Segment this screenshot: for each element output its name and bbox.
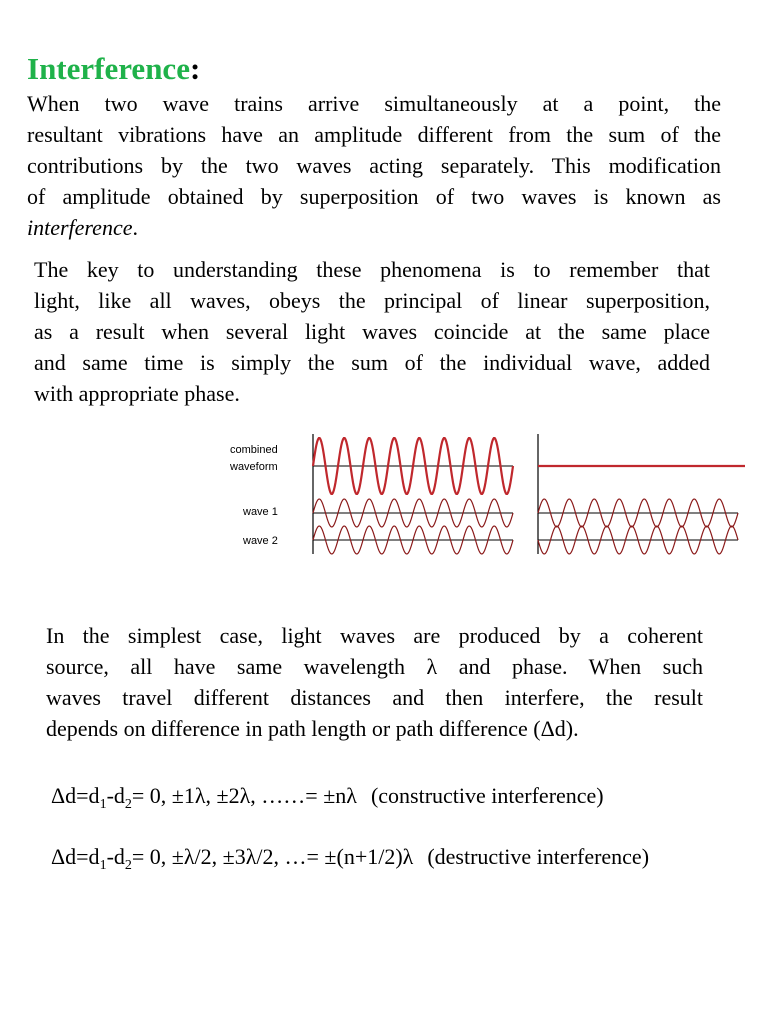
paragraph-coherent-source xyxy=(46,620,703,744)
text-line: as a result when several light waves coincide at the same place xyxy=(34,319,710,344)
title-word: Interference xyxy=(27,51,190,86)
label-wave-2: wave 2 xyxy=(243,535,278,547)
eq-rhs: = 0, ±λ/2, ±3λ/2, …= ±(n+1/2)λ xyxy=(131,844,414,869)
text-line: depends on difference in path length or path difference (Δd). xyxy=(46,716,579,741)
italic-term: interference xyxy=(27,215,133,240)
interference-figure xyxy=(225,430,745,560)
eq-dash: -d xyxy=(106,783,125,808)
text-line: light, like all waves, obeys the principal of linear superposition, xyxy=(34,288,710,313)
period: . xyxy=(132,215,138,240)
paragraph-superposition xyxy=(34,254,710,409)
eq-lhs: Δd=d xyxy=(51,844,100,869)
text-line: resultant vibrations have an amplitude different from the sum of the xyxy=(27,122,721,147)
panel-destructive xyxy=(538,434,745,554)
subscript-1: 1 xyxy=(99,797,107,812)
page-title xyxy=(27,50,200,88)
subscript-2: 2 xyxy=(124,858,132,873)
eq-note: (constructive interference) xyxy=(370,783,604,808)
text-line: In the simplest case, light waves are produced by a coherent xyxy=(46,623,703,648)
eq-note: (destructive interference) xyxy=(427,844,650,869)
text-line: and same time is simply the sum of the individual wave, added xyxy=(34,350,710,375)
text-line: of amplitude obtained by superposition of two waves is known as xyxy=(27,184,721,209)
eq-rhs: = 0, ±1λ, ±2λ, ……= ±nλ xyxy=(131,783,357,808)
subscript-1: 1 xyxy=(99,858,107,873)
text-line: The key to understanding these phenomena is to remember that xyxy=(34,257,710,282)
label-wave-1: wave 1 xyxy=(243,506,278,518)
label-combined-1: combined xyxy=(230,444,278,456)
eq-dash: -d xyxy=(106,844,125,869)
paragraph-definition xyxy=(27,88,721,243)
text-line: contributions by the two waves acting separately. This modification xyxy=(27,153,721,178)
eq-lhs: Δd=d xyxy=(51,783,100,808)
text-line: source, all have same wavelength λ and phase. When such xyxy=(46,654,703,679)
panel-constructive xyxy=(313,434,513,554)
text-line: with appropriate phase. xyxy=(34,381,240,406)
equation-constructive xyxy=(51,781,604,811)
text-line-last xyxy=(27,212,721,243)
subscript-2: 2 xyxy=(124,797,132,812)
text-line: When two wave trains arrive simultaneously at a point, the xyxy=(27,91,721,116)
equation-destructive xyxy=(51,842,649,872)
text-line: waves travel different distances and then interfere, the result xyxy=(46,685,703,710)
title-colon: : xyxy=(189,51,201,86)
label-combined-2: waveform xyxy=(230,461,278,473)
